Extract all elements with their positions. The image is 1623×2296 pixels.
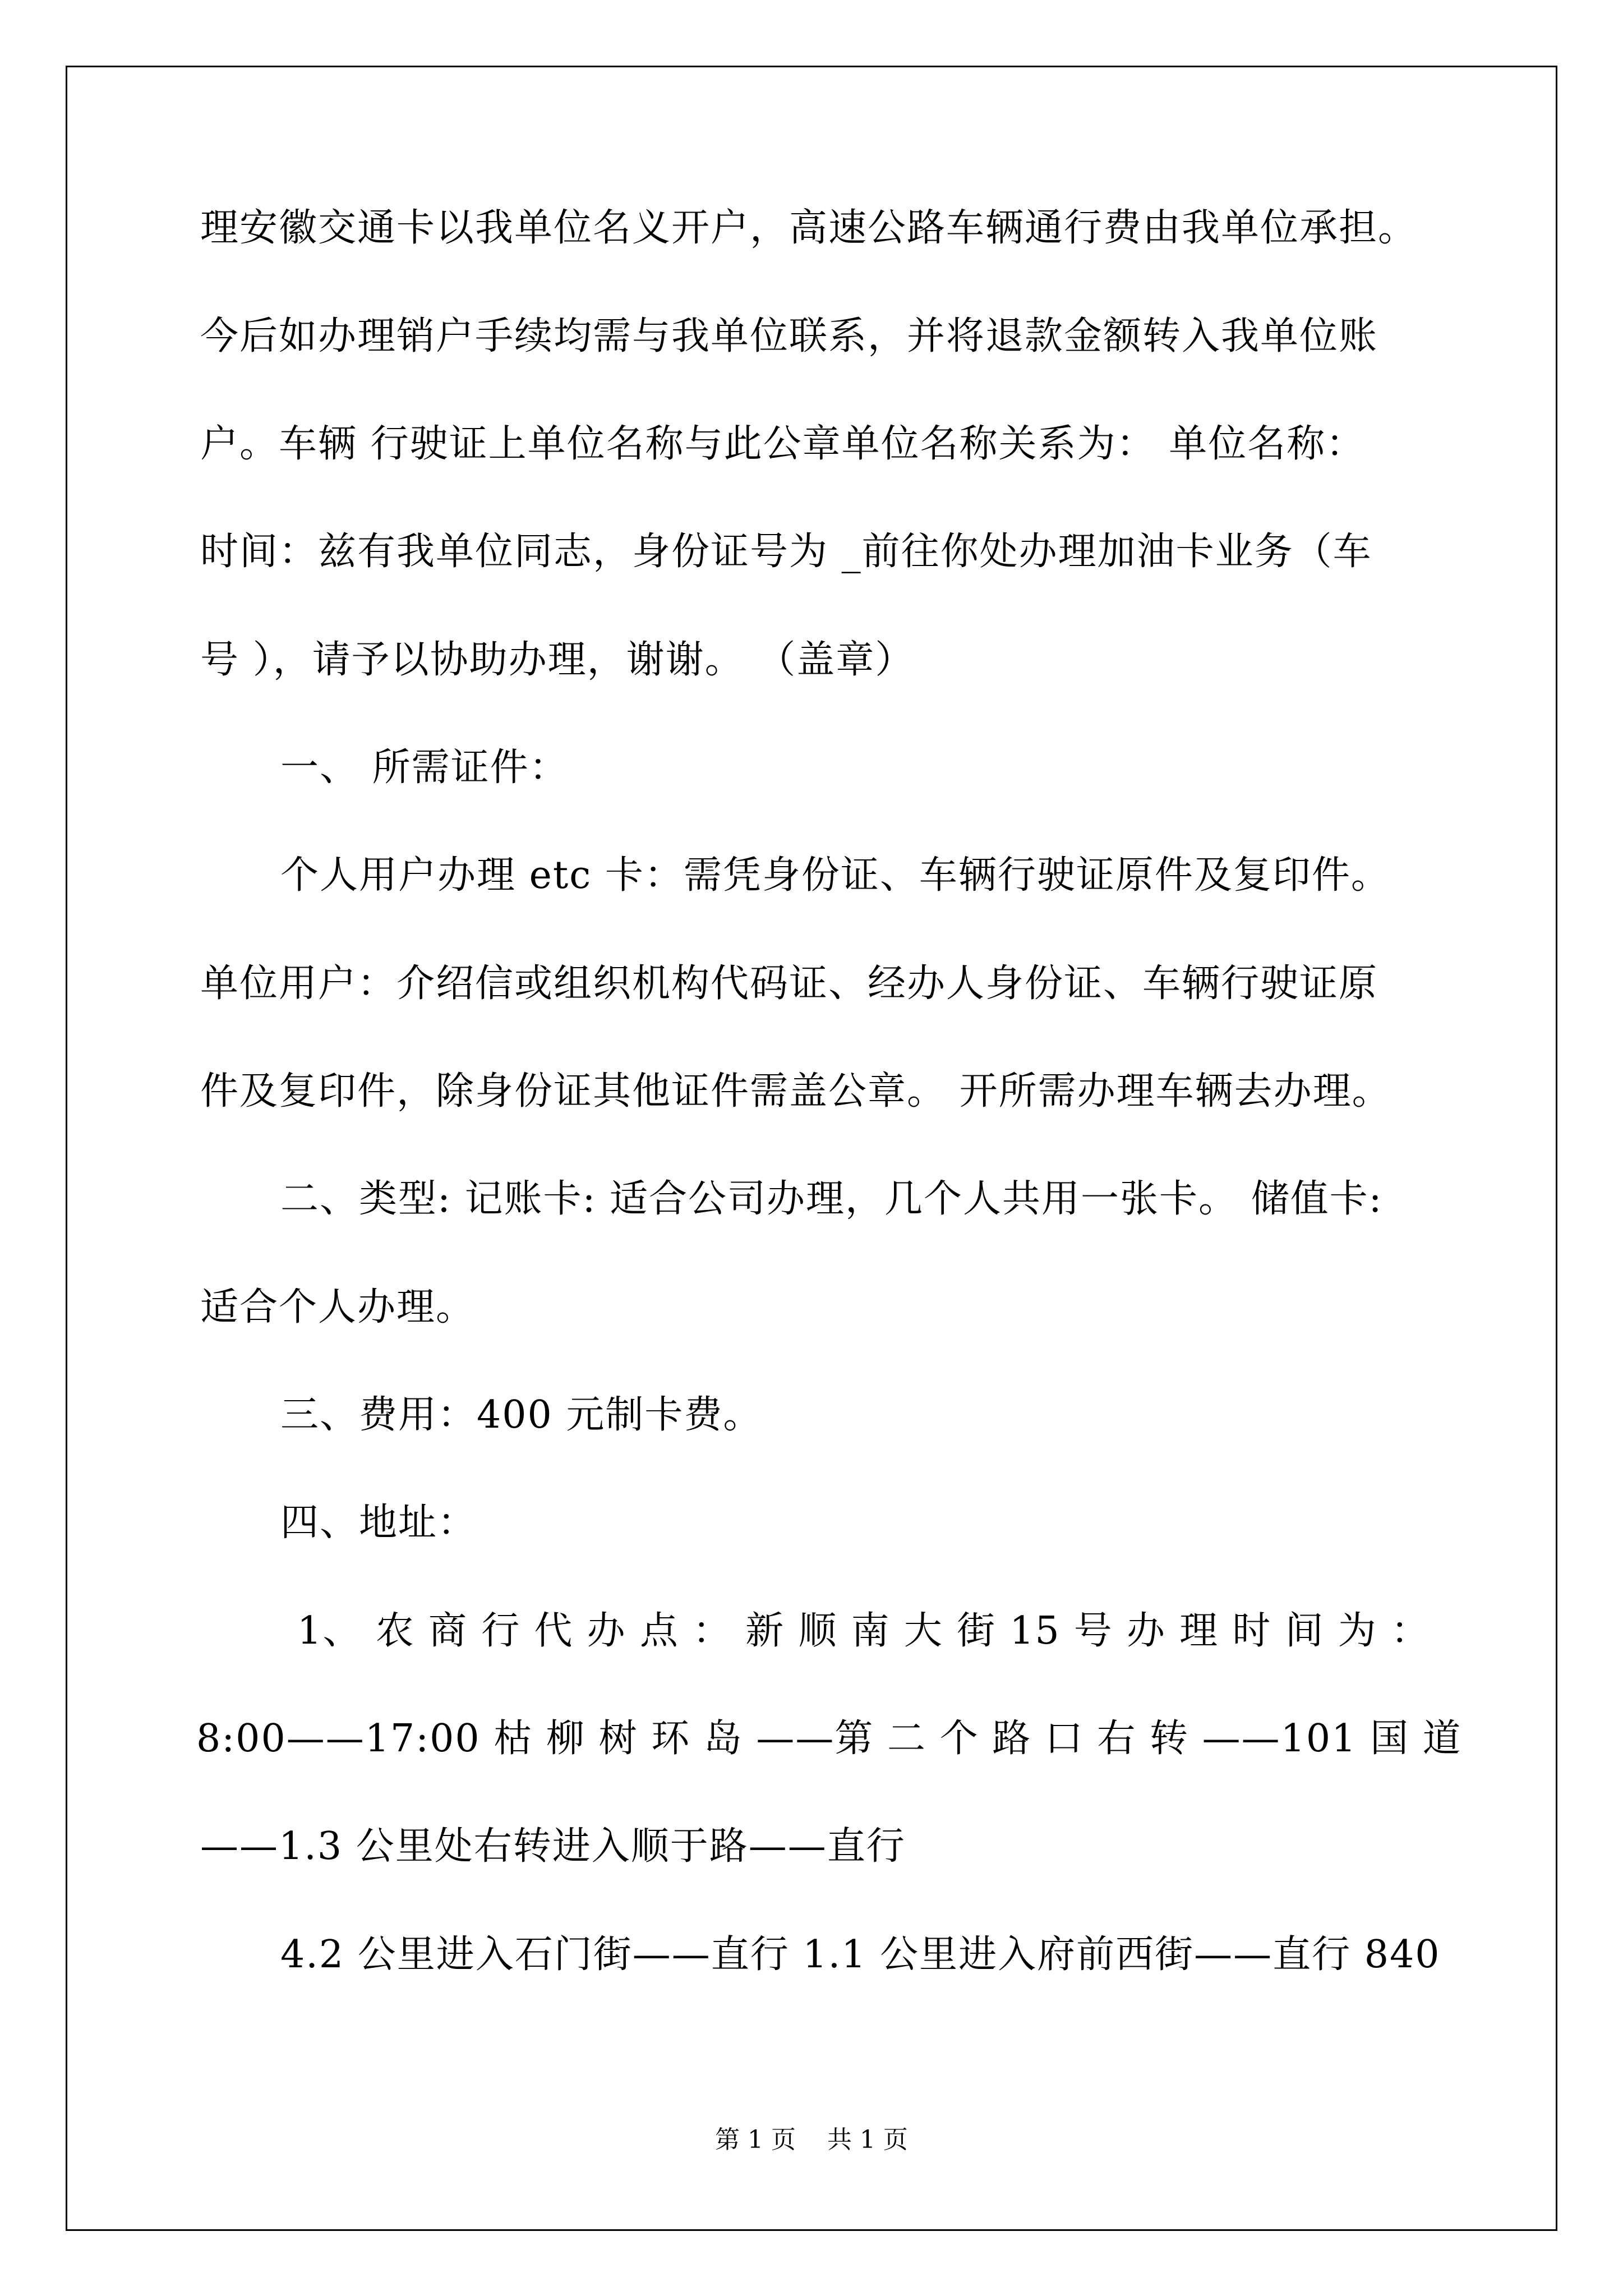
section-heading-1: 一、 所需证件： [280, 746, 569, 790]
section-heading-2: 二、类型: 记账卡: 适合公司办理，几个人共用一张卡。 储值卡: [280, 1177, 1383, 1221]
section-heading-4: 四、地址： [280, 1501, 477, 1545]
page-border [66, 66, 1557, 2231]
text-line-4: 时间：兹有我单位同志，身份证号为 _前往你处办理加油卡业务（车 [200, 530, 1372, 574]
text-line-1: 理安徽交通卡以我单位名义开户，高速公路车辆通行费由我单位承担。 [200, 206, 1418, 250]
text-line-5: 号 ），请予以协助办理，谢谢。 （盖章） [200, 638, 915, 682]
page-footer: 第 1 页 共 1 页 [715, 2125, 908, 2154]
text-line-17: 4.2 公里进入石门街——直行 1.1 公里进入府前西街——直行 840 [280, 1932, 1441, 1977]
text-line-14: 1、 农 商 行 代 办 点 ： 新 顺 南 大 街 15 号 办 理 时 间 为 ： [297, 1609, 1430, 1653]
text-line-15: 8:00——17:00 枯 柳 树 环 岛 ——第 二 个 路 口 右 转 ——101 国 道 [196, 1717, 1462, 1761]
text-line-8: 单位用户：介绍信或组织机构代码证、经办人身份证、车辆行驶证原 [200, 961, 1378, 1006]
text-line-2: 今后如办理销户手续均需与我单位联系，并将退款金额转入我单位账 [200, 314, 1378, 358]
text-line-7: 个人用户办理 etc 卡：需凭身份证、车辆行驶证原件及复印件。 [280, 853, 1390, 898]
section-heading-3: 三、费用：400 元制卡费。 [280, 1393, 763, 1437]
text-line-16: ——1.3 公里处右转进入顺于路——直行 [200, 1824, 906, 1869]
text-line-3: 户。车辆 行驶证上单位名称与此公章单位名称关系为： 单位名称： [200, 422, 1366, 466]
text-line-9: 件及复印件，除身份证其他证件需盖公章。 开所需办理车辆去办理。 [200, 1069, 1391, 1114]
text-line-11: 适合个人办理。 [200, 1285, 476, 1329]
